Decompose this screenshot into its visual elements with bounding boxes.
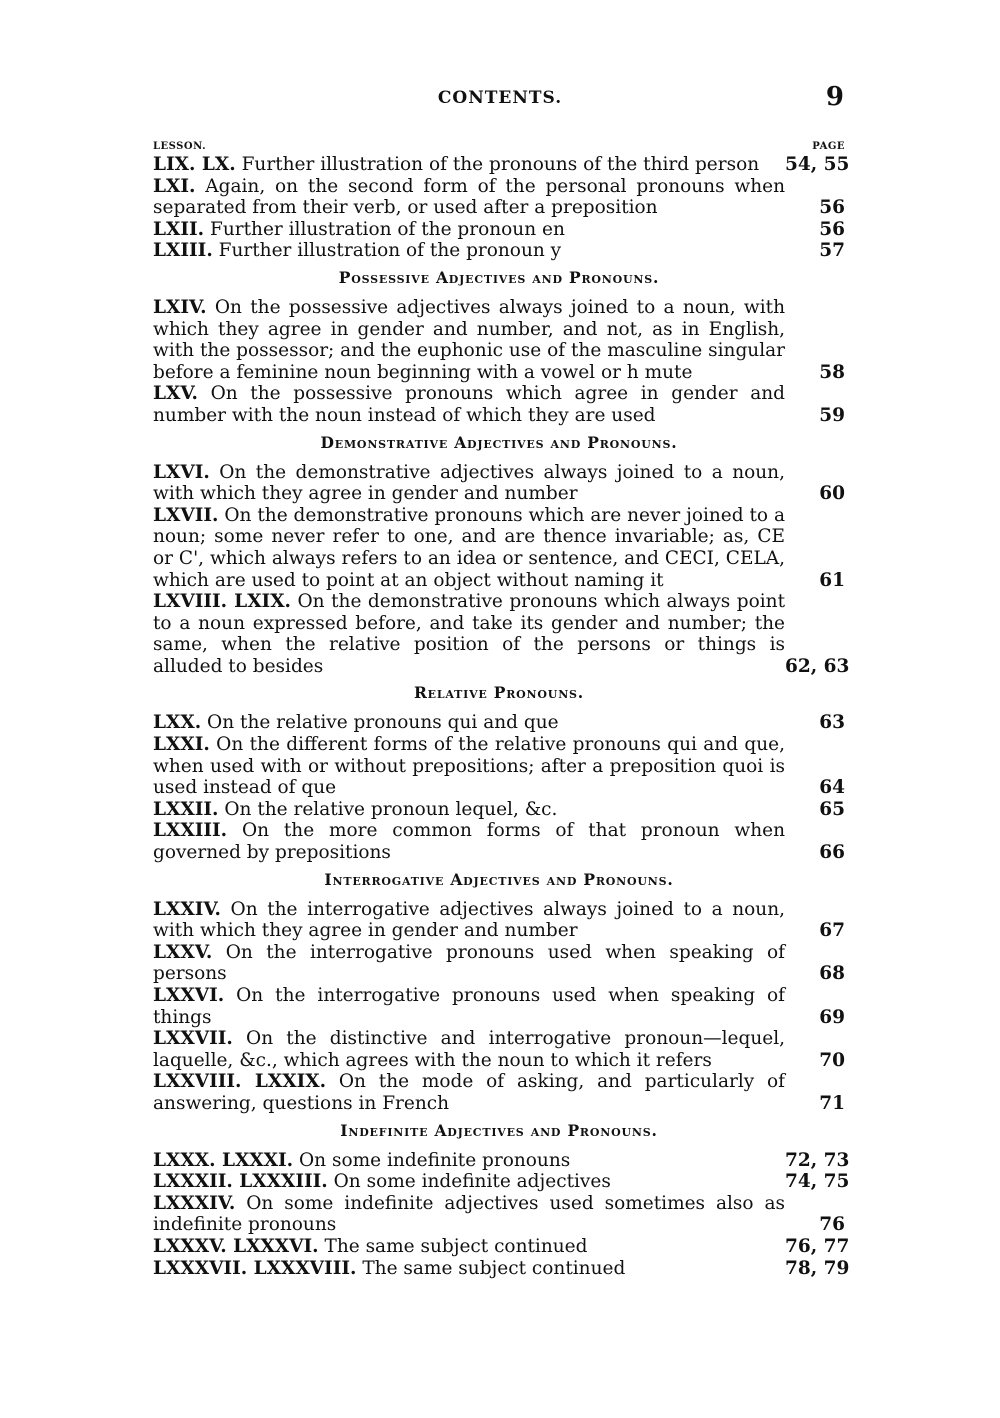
lesson-description: On the possessive adjectives always joined to a noun, with which they agree in gender and number, and not, as in English, with the possessor; and the euphonic use of the masculine singular before a feminine noun beginning with a vowel or h mute [153,296,785,383]
section-heading-interrogative: Interrogative Adjectives and Pronouns. [324,869,674,889]
lesson-number: LXXVII. [153,1028,233,1050]
toc-entry [153,1171,850,1193]
lesson-description: On the mode of asking, and particularly of answering, questions in French [153,1071,786,1114]
column-headers [153,140,845,154]
lesson-description: On the interrogative adjectives always joined to a noun, with which they agree in gender and number [153,898,785,942]
page-ref: 62, 63 [785,655,850,677]
lesson-number: LXXII. [153,798,219,820]
lesson-description: The same subject continued [324,1235,588,1257]
lesson-description: On the interrogative pronouns used when speaking of things [153,985,785,1028]
lesson-description: Again, on the second form of the personal pronouns when separated from their verb, or used after a preposition [153,175,785,219]
toc-entry [153,1235,850,1258]
toc-entry [153,462,845,505]
page-ref: 76 [819,1214,845,1236]
section-heading-possessive: Possessive Adjectives and Pronouns. [338,267,660,287]
page-ref: 71 [819,1092,845,1114]
toc-entry [153,240,845,262]
lesson-number: LXXXV. LXXXVI. [153,1235,319,1257]
lesson-number: LXXXVII. LXXXVIII. [153,1257,357,1279]
toc-entry [153,591,850,677]
page-ref: 56 [819,218,845,240]
page-ref: 74, 75 [785,1171,850,1193]
toc-entry [153,734,845,799]
lesson-description: On the distinctive and interrogative pronoun—lequel, laquelle, &c., which agrees with the noun to which it refers [153,1028,786,1071]
lesson-description: Further illustration of the pronoun y [218,240,562,262]
lesson-description: On some indefinite adjectives [333,1171,611,1193]
page-ref: 69 [819,1006,845,1028]
toc-entry [153,1257,850,1280]
toc-entry [153,297,845,383]
page-header [150,82,850,114]
toc-entry [153,154,850,176]
lesson-number: LXXIV. [153,898,221,920]
page-ref: 64 [819,777,845,799]
lesson-number: LXXIII. [153,820,228,842]
lesson-description: The same subject continued [362,1257,626,1279]
lesson-column-label: LESSON. [153,141,207,152]
section-heading-demonstrative: Demonstrative Adjectives and Pronouns. [320,432,678,452]
lesson-number: LXVIII. LXIX. [153,591,291,613]
lesson-description: On the interrogative pronouns used when speaking of persons [153,941,785,985]
lesson-number: LXVI. [153,461,210,483]
lesson-number: LXXI. [153,734,210,756]
lesson-description: On some indefinite pronouns [299,1149,571,1171]
lesson-description: On the relative pronouns qui and que [207,712,559,734]
lesson-number: LXI. [153,175,196,197]
lesson-description: On the different forms of the relative pronouns qui and que, when used with or without prepositions; after a preposition quoi is used instead of que [153,734,785,799]
toc-entry [153,820,845,863]
lesson-description: On some indefinite adjectives used sometimes also as indefinite pronouns [153,1192,786,1236]
lesson-description: On the relative pronoun lequel, &c. [224,798,558,820]
page-ref: 70 [819,1049,845,1071]
page-ref: 65 [819,798,845,820]
contents-list [153,140,850,1279]
lesson-description: On the possessive pronouns which agree in gender and number with the noun instead of which they are used [153,383,785,426]
section-heading-indefinite: Indefinite Adjectives and Pronouns. [340,1120,658,1140]
lesson-number: LIX. LX. [153,154,236,175]
toc-entry [153,985,845,1028]
section-heading-relative: Relative Pronouns. [414,683,584,703]
page-ref: 60 [819,483,845,505]
lesson-number: LXXV. [153,941,213,963]
toc-entry [153,1193,845,1236]
toc-entry [153,942,845,985]
page-number: 9 [825,82,844,112]
toc-entry [153,1149,850,1172]
page-ref: 68 [819,963,845,985]
page-ref: 63 [819,712,845,734]
page-ref: 59 [819,404,845,426]
lesson-number: LXXVIII. LXXIX. [153,1071,327,1093]
lesson-description: On the demonstrative adjectives always joined to a noun, with which they agree in gender and number [153,461,785,505]
toc-entry [153,383,845,426]
page-ref: 61 [819,569,845,591]
toc-entry [153,712,845,734]
toc-entry [153,1071,845,1114]
toc-entry [153,899,845,942]
page-ref: 58 [819,361,845,383]
toc-entry [153,1028,845,1071]
page-ref: 56 [819,197,845,219]
page-ref: 67 [819,920,845,942]
lesson-description: Further illustration of the pronouns of the third person [241,154,760,175]
lesson-number: LXX. [153,712,202,734]
lesson-number: LXIV. [153,296,207,318]
page-column-label: PAGE [812,141,845,152]
lesson-description: On the more common forms of that pronoun when governed by prepositions [153,820,785,864]
page-ref: 72, 73 [785,1149,850,1171]
page-ref: 78, 79 [785,1257,850,1279]
toc-entry [153,219,845,241]
lesson-number: LXXX. LXXXI. [153,1149,294,1171]
page-ref: 54, 55 [785,154,850,175]
lesson-number: LXXXII. LXXXIII. [153,1171,328,1193]
lesson-number: LXVII. [153,504,219,526]
page-ref: 76, 77 [785,1235,850,1257]
lesson-description: On the demonstrative pronouns which always point to a noun expressed before, and take its gender and number; the same, when the relative position of the persons or things is alluded to besides [153,591,785,677]
page-ref: 66 [819,842,845,864]
page-ref: 57 [819,240,845,262]
lesson-number: LXII. [153,218,205,240]
toc-entry [153,505,845,591]
lesson-description: Further illustration of the pronoun en [210,218,565,240]
lesson-number: LXIII. [153,240,213,262]
toc-entry [153,176,845,219]
toc-entry [153,799,845,821]
lesson-number: LXXXIV. [153,1192,236,1214]
lesson-number: LXV. [153,383,198,405]
page-title: CONTENTS. [437,88,563,108]
lesson-description: On the demonstrative pronouns which are never joined to a noun; some never refer to one, and are thence invariable; as, CE or C', which always refers to an idea or sentence, and CECI, CELA, which are used to point at an object without naming it [153,504,785,591]
lesson-number: LXXVI. [153,985,225,1006]
